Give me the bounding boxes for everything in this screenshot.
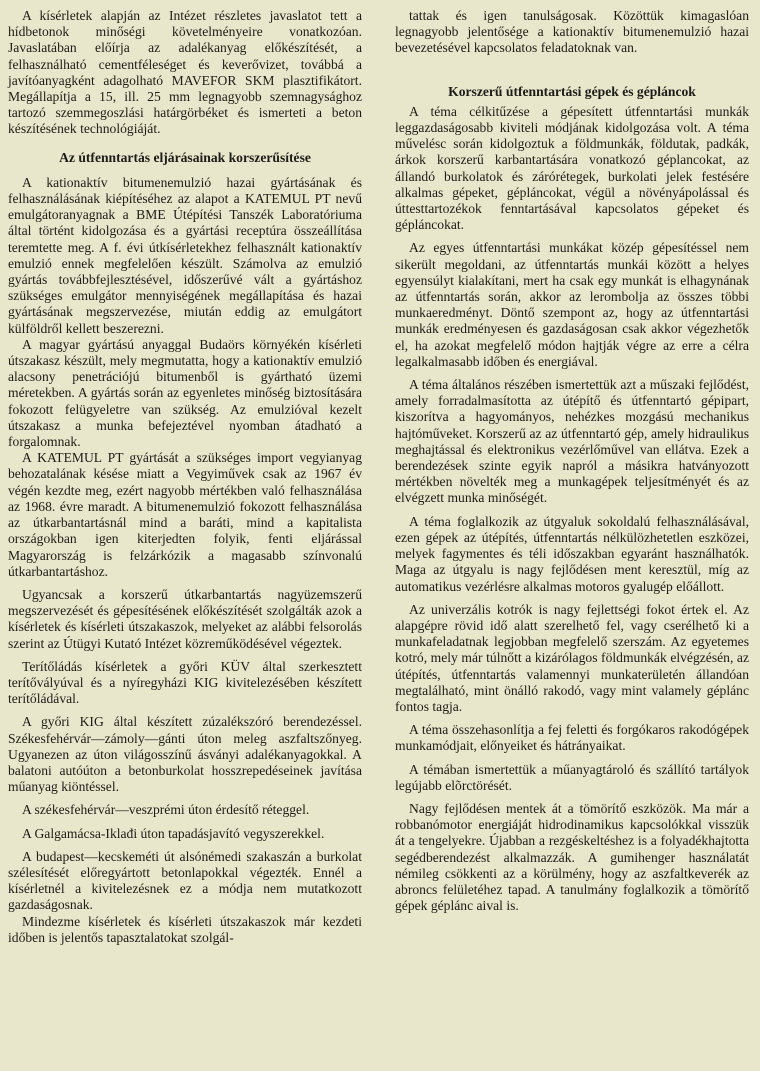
paragraph: Mindezme kísérletek és kísérleti útszakaszok már kezdeti időben is jelentős tapasztalatokat szolgál-	[8, 913, 362, 945]
paragraph: A téma célkitűzése a gépesített útfenntartási munkák leggazdaságosabb kiviteli módjának kidolgozása volt. A téma művelésc során kidolgoztuk a földmunkák, földutak, padkák, árkok korszerű karbantartására vonatkozó géplancokat, az állandó burkolatok és zárórétegek, burkolati jelek festésére alkalmas gépeket, gépláncokat, végül a növényápolással és úttesttartozékok fenntartásával kapcsolatos gépeket és gépláncokat.	[395, 103, 749, 233]
section-heading-machines: Korszerű útfenntartási gépek és gépláncok	[448, 83, 696, 99]
paragraph: tattak és igen tanulságosak. Közöttük kimagaslóan legnagyobb jelentősége a kationaktív bitumenemulzió hazai bevezetésével kapcsolatos feladatoknak van.	[395, 8, 749, 56]
paragraph: A Galgamácsa-Iklađi úton tapadásjavító vegyszerekkel.	[22, 825, 325, 841]
paragraph: A székesfehérvár—veszprémi úton érdesítő réteggel.	[22, 802, 310, 818]
right-column	[395, 8, 749, 914]
paragraph: A kísérletek alapján az Intézet részletes javaslatot tett a hídbetonok minőségi követelményeire vonatkozóan. Javaslatában előírja az adalékanyag előkészítését, a felhasználható cementféleséget és keverővizet, továbbá a javítóanyagként adagolható MAVEFOR SKM plasztifikátort. Megállapítja a 15, ill. 25 mm legnagyobb szemnagysághoz tartozó szemmegoszlási határgörbéket és ismerteti a beton készítésének technológiáját.	[8, 8, 362, 137]
paragraph: A téma általános részében ismertettük azt a műszaki fejlődést, amely forradalmasította az útépítő és útfenntartó gépipart, kiszorítva a hagyományos, nehézkes mozgású mechanikus hajtóműveket. Korszerű az az útfenntartó gép, amely hidraulikus meghajtással és elektronikus vezérlőművel van ellátva. Ezek a berendezések szinte egyik napról a másikra hatványozott mértékben növelték meg a munkagépek teljesítményét és az elvégzett munka minőségét.	[395, 377, 749, 506]
paragraph: Terítőládás kísérletek a győri KÜV által szerkesztett terítővályúval és a nyíregyházi KIG kivitelezésében készített terítőládával.	[8, 658, 362, 707]
left-column	[8, 8, 362, 946]
paragraph: A győri KIG által készített zúzalékszóró berendezéssel. Székesfehérvár—zámoly—gánti úton meleg aszfaltszőnyeg. Ugyanezen az úton világosszínű ásványi adalékanyagokkal. A balatoni autóúton a betonburkolat hosszrepedéseinek javítása műanyag kiöntéssel.	[8, 714, 362, 795]
paragraph: A kationaktív bitumenemulzió hazai gyártásának és felhasználásának kiépítéséhez az alapot a KATEMUL PT nevű emulgátoranyagnak a BME Útépítési Tanszék Laboratóriuma által történt kidolgozása és a gyártási receptúra összeállítása teremtette meg. A f. évi útkísérletekhez felhasznált kationaktív emulzió ennek megfelelően készült. Számolva az emulzió gyártás továbbfejlesztésével, időszerűvé vált a gyártáshoz szükséges emulgátor mennyiségének megállapítása és hazai gyártásának megszervezése, miután eddig az emulgátort külföldről kellett beszerezni.	[8, 174, 362, 336]
paragraph: A budapest—kecskeméti út alsónémedi szakaszán a burkolat szélesítését előregyártott betonlapokkal végezték. Ennél a kísérletnél a kivitelezésnek ez a módja nem mutatkozott gazdaságosnak.	[8, 848, 362, 913]
section-heading-road-maintenance: Az útfenntartás eljárásainak korszerűsítése	[59, 149, 311, 165]
paragraph: Az univerzális kotrók is nagy fejlettségi fokot értek el. Az alapgépre rövid idő alatt szerelhető fel, vagy cserélhető ki a munkafeladatnak legjobban megfelelő szerszám. Az egyetemes kotró, mely már túlnőtt a kizárólagos földmunkák elvégzésén, az útépítés, útfenntartás valamennyi munkaterületén állandóan megtalálható, mint önálló rakodó, vagy mint valamely géplánc fontos tagja.	[395, 601, 749, 714]
paragraph: A téma összehasonlítja a fej feletti és forgókaros rakodógépek munkamódjait, előnyeiket és hátrányaikat.	[395, 722, 749, 754]
paragraph: Nagy fejlődésen mentek át a tömörítő eszközök. Ma már a robbanómotor energiáját hidrodinamikus kapcsolókkal visszük át a tengelyekre. Újabban a rezgéskeltéshez is a folyadékhajtotta segédberendezést alkalmazzák. A gumihenger használatát némileg csökkenti az a körülmény, hogy az aszfaltkeverék az abroncs felületéhez tapad. A tanulmány foglalkozik a tömörítő gépek géplánc aival is.	[395, 800, 749, 914]
paragraph: A témában ismertettük a műanyagtároló és szállító tartályok legújabb elõrctörését.	[395, 761, 749, 793]
paragraph: Az egyes útfenntartási munkákat közép gépesítéssel nem sikerült megoldani, az útfenntartás munkái között a helyes egyensúlyt kialakítani, mert ha csak egy munkát is elhagynának az útfenntartás során, akkor az lerombolja az összes többi munkaeredményt. Döntő szempont az, hogy az útfenntartási munkák eredményesen és gazdaságosan csak akkor végezhetők el, ha azokat megfelelő módon hajtják végre az erre a célra legalkalmasabb időben és energiával.	[395, 240, 749, 369]
paragraph: Ugyancsak a korszerű útkarbantartás nagyüzemszerű megszervezését és gépesítésének előkészítését szolgálták azok a kísérletek és kísérleti útszakaszok, melyeket az alábbi felsorolás szerint az Útügyi Kutató Intézet közreműködésével végeztek.	[8, 586, 362, 651]
paragraph: A KATEMUL PT gyártását a szükséges import vegyianyag behozatalának késése miatt a Vegyiművek csak az 1967 év végén kezdte meg, ezért nagyobb mértékben való felhasználása az 1968. évre maradt. A bitumenemulzió fokozott felhasználása az útkarbantartásnál mind a baráti, mind a kapitalista országokban igen kiterjedten folyik, fenti eljárással Magyarország is felzárkózik a magasabb színvonalú útkarbantartáshoz.	[8, 450, 362, 579]
paragraph: A magyar gyártású anyaggal Budaörs környékén kísérleti útszakasz készült, mely megmutatta, hogy a kationaktív emulzió alacsony penetrációjú bitumenből is gyártható üzemi méretekben. A gyártás során az egyenletes minőség biztosítására fokozott felügyeletre van szükség. Az emulzióval kezelt útszakasz a munka befejeztével nyomban átadható a forgalomnak.	[8, 336, 362, 450]
paragraph: A téma foglalkozik az útgyaluk sokoldalú felhasználásával, ezen gépek az útépítés, útfenntartás nélkülözhetetlen eszközei, melyek fagymentes és téli időszakban egyaránt használhatók. Maga az útgyalu is nagy fejlődésen ment keresztül, míg az automatikus vezérlésre alkalmas motoros gyalugép előállott.	[395, 513, 749, 594]
